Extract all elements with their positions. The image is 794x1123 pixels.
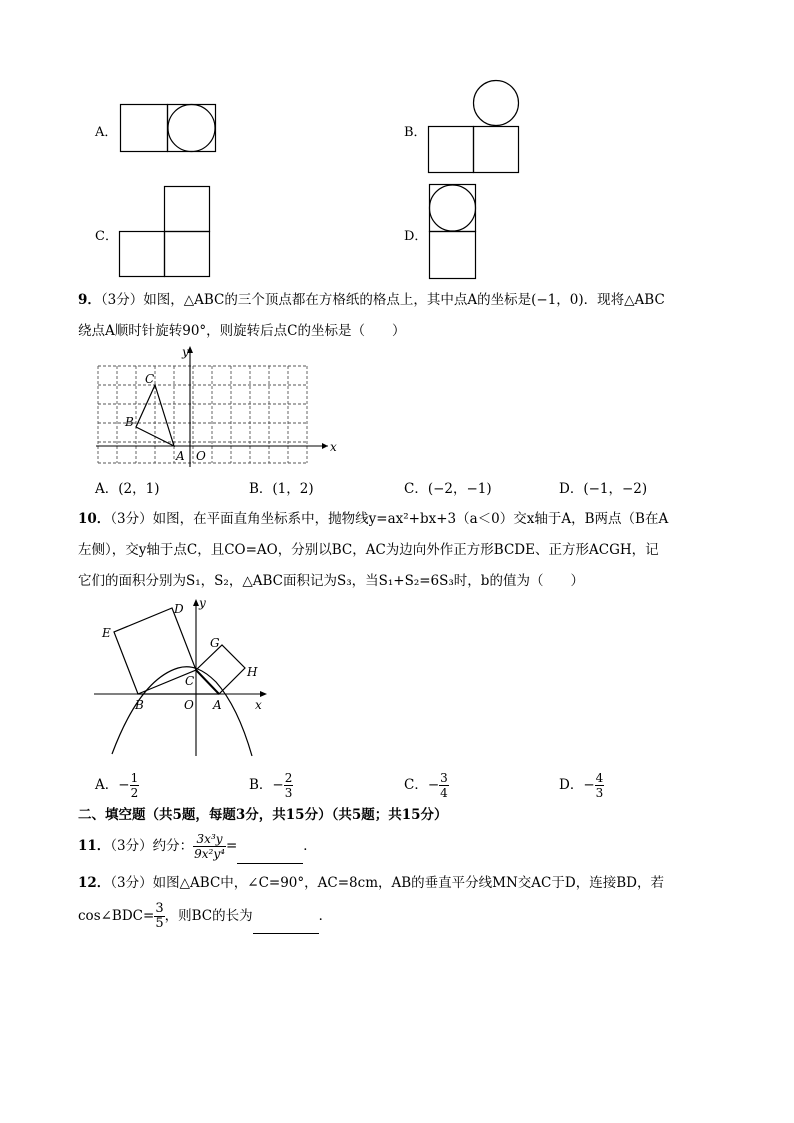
q9-label-a: A [176,449,185,463]
q10-label-y: y [199,596,206,610]
q8-option-c-label: C． [95,229,118,244]
q9-label-c: C [145,372,155,386]
q9-option-a[interactable]: A．(2，1) [95,481,160,497]
q11-answer-blank[interactable] [237,843,303,864]
q10-label-h: H [247,665,258,679]
q11-numerator: 3x³y [193,832,226,847]
q11-fraction [193,832,226,861]
q10-label-g: G [210,636,220,650]
q10-option-c-fraction: $\frac{3}{4}$ [440,771,448,800]
q10-label-x: x [255,698,262,712]
q10-option-c[interactable]: C．− $\frac{3}{4}$ [404,771,448,800]
q8b-square-right [474,127,519,173]
q10-label-a: A [213,698,222,712]
q8-option-d-label: D． [404,229,428,244]
q9-number: 9． [78,292,101,308]
q8-option-b-figure [428,80,520,174]
q10-label-o: O [184,698,194,712]
q9-figure-grid [96,344,336,468]
q8c-square-bottom-right [165,232,210,277]
q12-stem-line1 [78,874,664,892]
q8d-square-bottom [430,232,476,279]
q9-option-c[interactable]: C．(−2，−1) [404,481,492,497]
q9-option-b[interactable]: B．(1，2) [249,481,314,497]
q9-option-d[interactable]: D．(−1，−2) [559,481,648,497]
q9-text-1: （3分）如图，△ABC的三个顶点都在方格纸的格点上，其中点A的坐标是(−1，0)．现将△ABC [100,292,665,308]
q12-text-1: （3分）如图△ABC中，∠C=90°，AC=8cm，AB的垂直平分线MN交AC于D，连接BD，若 [110,875,664,891]
q10-option-a[interactable]: A．− $\frac{1}{2}$ [95,771,139,800]
q11-denominator: 9x²y⁴ [194,847,225,861]
q10-label-d: D [174,602,184,616]
q10-stem-line3: 它们的面积分别为S₁，S₂，△ABC面积记为S₃，当S₁+S₂=6S₃时，b的值为（ ） [78,573,584,589]
q8c-square-bottom-left [120,232,165,277]
q9-label-o: O [196,449,206,463]
q9-label-y: y [182,345,189,359]
q8b-square-left [429,127,474,173]
q8-option-d-figure [429,184,477,280]
q8a-square-left [121,105,168,152]
q10-option-d[interactable]: D．− $\frac{4}{3}$ [559,771,604,800]
q12-cos-text: cos∠BDC= [78,908,155,924]
q10-number: 10． [78,511,111,527]
q10-option-d-fraction: $\frac{4}{3}$ [595,771,604,800]
q10-label-b: B [135,698,144,712]
q12-answer-blank[interactable] [253,913,319,934]
q8a-circle [168,105,215,152]
q11-equals: = [225,838,238,854]
q10-x-arrow [260,691,267,697]
q12-number: 12． [78,875,111,891]
q10-label-c: C [185,674,195,688]
q9-stem-line2: 绕点A顺时针旋转90°，则旋转后点C的坐标是（ ） [78,323,406,339]
q12-fraction: $\frac{3}{5}$ [155,901,164,931]
q8-option-a-label: A． [95,125,118,140]
q11-number: 11． [78,838,111,854]
q9-triangle-abc [136,385,174,446]
q10-option-b[interactable]: B．− $\frac{2}{3}$ [249,771,293,800]
q8-option-a-figure [120,104,217,152]
q8-option-c-figure [119,186,211,278]
q8b-circle [474,81,519,126]
q9-label-b: B [125,415,134,429]
q9-label-x: x [330,440,337,454]
q12-text-2: ，则BC的长为 [164,908,253,924]
q10-label-e: E [102,626,111,640]
q10-option-a-fraction: $\frac{1}{2}$ [130,771,139,800]
q12-stem-line2: cos∠BDC= $\frac{3}{5}$ ，则BC的长为 ． [78,898,332,934]
q8-option-b-label: B． [404,125,427,140]
q9-x-arrow [322,443,328,449]
q10-stem-line2: 左侧），交y轴于点C，且CO=AO，分别以BC，AC为边向外作正方形BCDE、正方形ACGH，记 [78,542,659,558]
q11-stem: 11．（3分）约分： $\frac{\text{3x³y}}{\text{9x²y⁴}}$ = ． [78,828,317,864]
section-2-heading: 二、填空题（共5题，每题3分，共15分）（共5题；共15分） [78,807,448,823]
q10-stem-line1 [78,510,668,528]
q10-text-1: （3分）如图，在平面直角坐标系中，抛物线y=ax²+bx+3（a＜0）交x轴于A，B两点（B在A [110,511,669,527]
q10-figure-parabola [92,596,272,758]
q11-text: （3分）约分： [110,838,194,854]
q10-option-b-fraction: $\frac{2}{3}$ [284,771,293,800]
q8d-circle [430,185,476,231]
q9-stem-line1 [78,291,665,309]
q8c-square-top [165,187,210,232]
